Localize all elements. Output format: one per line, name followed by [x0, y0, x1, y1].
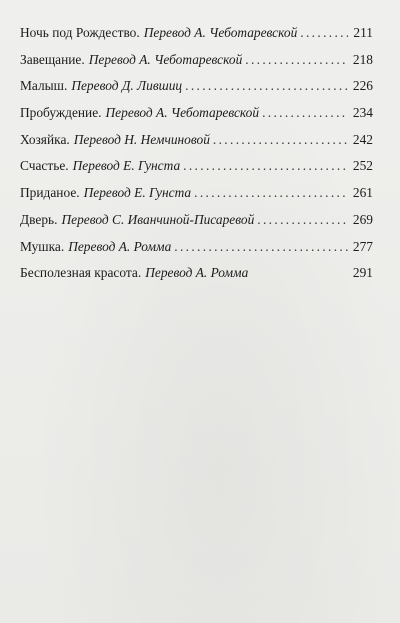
- entry-translator: Перевод Н. Немчиновой: [73, 131, 210, 147]
- table-of-contents: [20, 20, 373, 287]
- entry-title: Приданое.: [20, 185, 80, 201]
- entry-translator: Перевод А. Чеботаревской: [143, 25, 298, 40]
- entry-title: Хозяйка.: [20, 131, 70, 147]
- toc-entry: [20, 20, 373, 47]
- entry-title: Бесполезная красота.: [20, 265, 142, 281]
- entry-page-number: 218: [352, 51, 373, 67]
- entry-translator: Перевод А. Чеботаревской: [88, 51, 243, 67]
- entry-page-number: 291: [352, 265, 373, 281]
- dot-leader: [262, 100, 348, 127]
- entry-page-number: 269: [352, 211, 373, 227]
- entry-page-number: 252: [352, 158, 373, 174]
- dot-leader: [194, 180, 348, 207]
- dot-leader: [300, 20, 348, 47]
- entry-translator: Перевод А. Ромма: [68, 238, 172, 254]
- toc-entry: [20, 234, 373, 261]
- entry-title: Малыш.: [20, 78, 68, 94]
- entry-translator: Перевод А. Ромма: [145, 265, 249, 281]
- toc-entry: [20, 100, 373, 127]
- toc-entry: [20, 207, 373, 234]
- dot-leader: [183, 153, 348, 180]
- entry-title: Ночь под Рождество.: [20, 25, 140, 40]
- entry-page-number: 234: [352, 105, 373, 121]
- entry-page-number: 226: [352, 78, 373, 94]
- entry-page-number: 211: [353, 25, 373, 40]
- entry-translator: Перевод А. Чеботаревской: [105, 105, 260, 121]
- entry-page-number: 242: [352, 131, 373, 147]
- toc-entry: [20, 127, 373, 154]
- entry-translator: Перевод Е. Гунста: [83, 185, 192, 201]
- entry-title: Счастье.: [20, 158, 69, 174]
- entry-title: Мушка.: [20, 238, 65, 254]
- entry-page-number: 277: [352, 238, 373, 254]
- toc-entry: [20, 180, 373, 207]
- dot-leader: [185, 73, 348, 100]
- entry-translator: Перевод Д. Лившиц: [71, 78, 183, 94]
- toc-entry: [20, 47, 373, 74]
- entry-title: Дверь.: [20, 211, 58, 227]
- dot-leader: [257, 207, 348, 234]
- entry-title: Пробуждение.: [20, 105, 102, 121]
- dot-leader: [174, 234, 348, 261]
- dot-leader: [245, 47, 348, 74]
- entry-translator: Перевод Е. Гунста: [72, 158, 181, 174]
- toc-entry: [20, 153, 373, 180]
- toc-entry: [20, 260, 373, 287]
- entry-title: Завещание.: [20, 51, 85, 67]
- toc-entry: [20, 73, 373, 100]
- entry-translator: Перевод С. Иванчиной-Писаревой: [61, 211, 255, 227]
- entry-page-number: 261: [352, 185, 373, 201]
- dot-leader: [213, 127, 348, 154]
